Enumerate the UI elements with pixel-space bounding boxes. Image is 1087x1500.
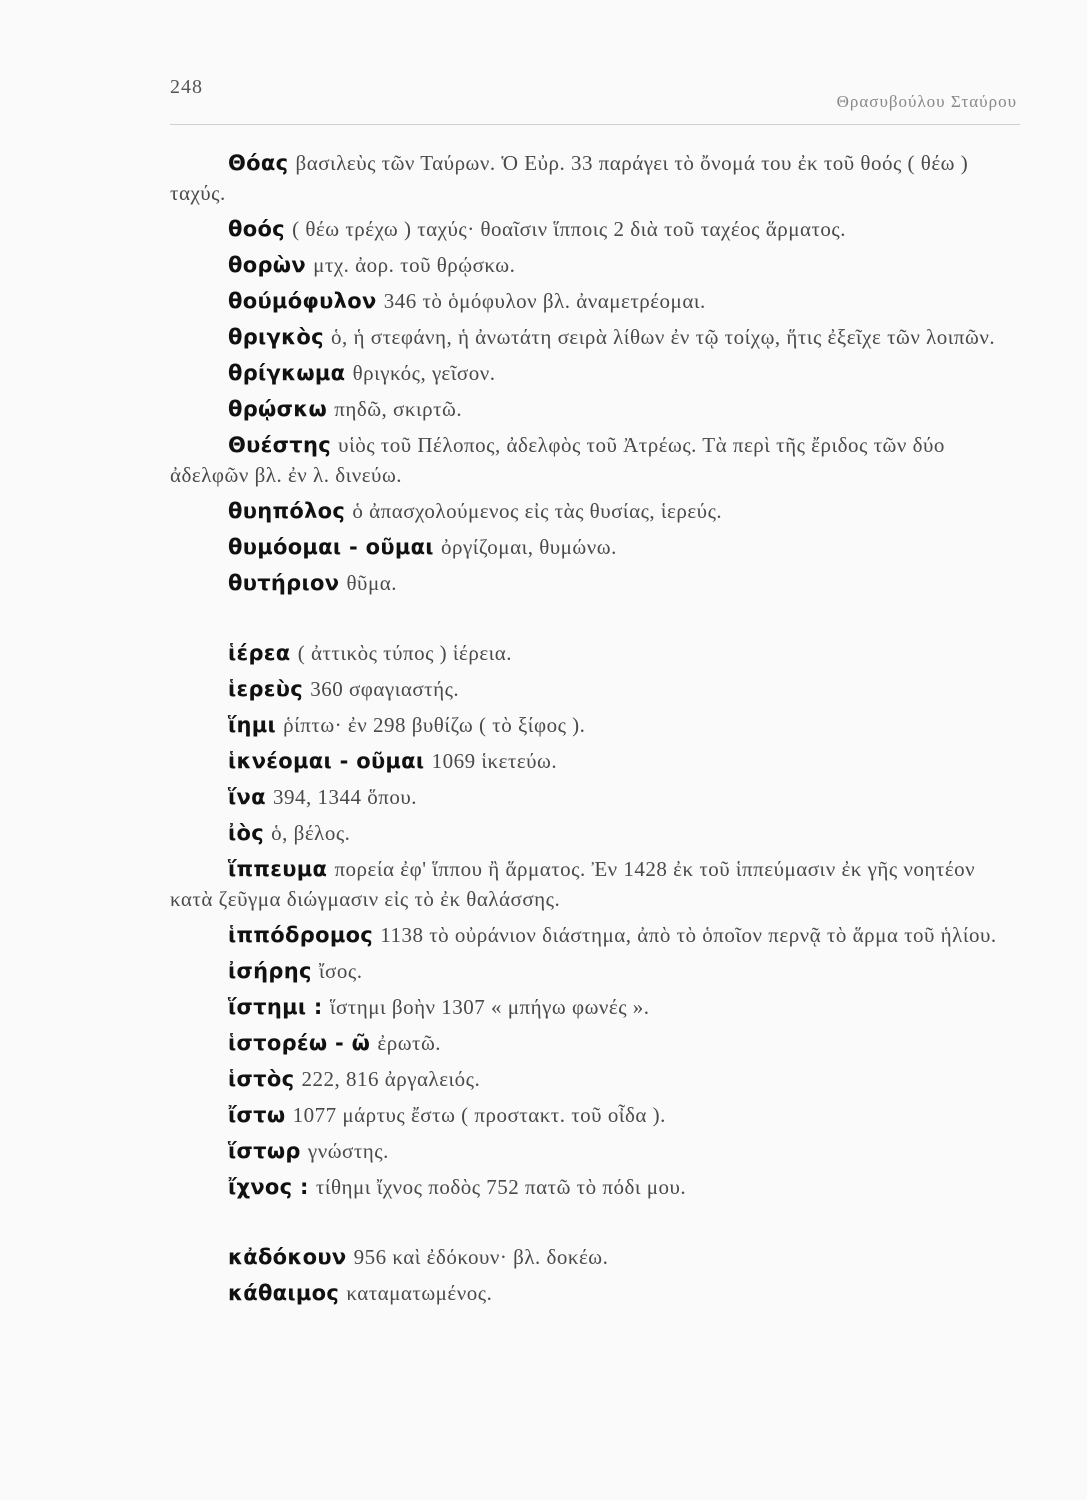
glossary-entry: [170, 250, 1005, 280]
glossary-entries: [170, 148, 1005, 1314]
glossary-entry: [170, 1136, 1005, 1166]
entry-definition: καταματωμένος.: [346, 1281, 493, 1305]
entry-definition: 394, 1344 ὅπου.: [273, 785, 418, 809]
glossary-entry: [170, 532, 1005, 562]
entry-lemma: θυτήριον: [228, 571, 340, 595]
entry-definition: 1069 ἱκετεύω.: [431, 749, 558, 773]
glossary-entry: [170, 920, 1005, 950]
glossary-entry: [170, 1100, 1005, 1130]
entry-lemma: θυηπόλος: [228, 499, 346, 523]
entry-lemma: ἰὸς: [228, 821, 264, 845]
entry-definition: ἵστημι βοὴν 1307 « μπήγω φωνές ».: [329, 995, 650, 1019]
glossary-entry: [170, 1064, 1005, 1094]
glossary-entry: [170, 854, 1005, 914]
entry-lemma: Θυέστης: [228, 433, 331, 457]
section-gap: [170, 1208, 1005, 1242]
entry-lemma: θρίγκωμα: [228, 361, 346, 385]
entry-lemma: Θόας: [228, 151, 289, 175]
glossary-entry: [170, 782, 1005, 812]
entry-lemma: ἰσήρης: [228, 959, 312, 983]
entry-lemma: ἵστωρ: [228, 1139, 301, 1163]
entry-lemma: ἱστὸς: [228, 1067, 295, 1091]
entry-definition: ὁ, ἡ στεφάνη, ἡ ἀνωτάτη σειρὰ λίθων ἐν τῷ τοίχῳ, ἥτις ἐξεῖχε τῶν λοιπῶν.: [331, 325, 996, 349]
entry-lemma: ἱστορέω - ῶ: [228, 1031, 371, 1055]
glossary-entry: [170, 992, 1005, 1022]
entry-lemma: θορὼν: [228, 253, 306, 277]
entry-lemma: ἱκνέομαι - οῦμαι: [228, 749, 425, 773]
running-head: Θρασυβούλου Σταύρου: [836, 92, 1017, 111]
entry-lemma: θρῴσκω: [228, 397, 328, 421]
entry-lemma: ἴχνος :: [228, 1175, 309, 1199]
page-number: 248: [170, 76, 203, 98]
entry-definition: 1138 τὸ οὐράνιον διάστημα, ἀπὸ τὸ ὁποῖον περνᾷ τὸ ἅρμα τοῦ ἡλίου.: [380, 923, 997, 947]
entry-definition: 222, 816 ἀργαλειός.: [301, 1067, 481, 1091]
entry-lemma: ἵστημι :: [228, 995, 323, 1019]
entry-definition: πηδῶ, σκιρτῶ.: [334, 397, 463, 421]
entry-lemma: ἵημι: [228, 713, 276, 737]
glossary-entry: [170, 956, 1005, 986]
entry-definition: 956 καὶ ἐδόκουν· βλ. δοκέω.: [353, 1245, 609, 1269]
entry-definition: ὀργίζομαι, θυμώνω.: [440, 535, 617, 559]
entry-definition: ῥίπτω· ἐν 298 βυθίζω ( τὸ ξίφος ).: [283, 713, 586, 737]
glossary-entry: [170, 394, 1005, 424]
entry-lemma: ἵνα: [228, 785, 266, 809]
glossary-entry: [170, 214, 1005, 244]
entry-lemma: θοός: [228, 217, 285, 241]
glossary-entry: [170, 710, 1005, 740]
glossary-entry: [170, 1242, 1005, 1272]
entry-lemma: θυμόομαι - οῦμαι: [228, 535, 434, 559]
entry-definition: τίθημι ἴχνος ποδὸς 752 πατῶ τὸ πόδι μου.: [315, 1175, 687, 1199]
header-rule: [170, 124, 1020, 125]
entry-definition: ( ἀττικὸς τύπος ) ἱέρεια.: [297, 641, 513, 665]
section-gap: [170, 604, 1005, 638]
entry-definition: 360 σφαγιαστής.: [310, 677, 460, 701]
entry-definition: πορεία ἐφ' ἵππου ἢ ἅρματος. Ἐν 1428 ἐκ τοῦ ἱππεύμασιν ἐκ γῆς νοητέον κατὰ ζεῦγμα διώγμασιν εἰς τὸ ἐκ θαλάσσης.: [170, 857, 976, 911]
entry-lemma: ἱερεὺς: [228, 677, 304, 701]
entry-definition: ἐρωτῶ.: [377, 1031, 442, 1055]
glossary-entry: [170, 1278, 1005, 1308]
glossary-entry: [170, 496, 1005, 526]
entry-definition: ὁ, βέλος.: [271, 821, 351, 845]
entry-lemma: ἱππόδρομος: [228, 923, 374, 947]
glossary-entry: [170, 322, 1005, 352]
glossary-entry: [170, 638, 1005, 668]
entry-definition: βασιλεὺς τῶν Ταύρων. Ὁ Εὐρ. 33 παράγει τὸ ὄνομά του ἐκ τοῦ θοός ( θέω ) ταχύς.: [170, 151, 969, 205]
entry-lemma: ἱέρεα: [228, 641, 291, 665]
entry-definition: ὁ ἀπασχολούμενος εἰς τὰς θυσίας, ἱερεύς.: [352, 499, 723, 523]
entry-lemma: κάθαιμος: [228, 1281, 340, 1305]
entry-definition: 346 τὸ ὁμόφυλον βλ. ἀναμετρέομαι.: [383, 289, 706, 313]
entry-definition: γνώστης.: [307, 1139, 389, 1163]
glossary-entry: [170, 286, 1005, 316]
entry-definition: μτχ. ἀορ. τοῦ θρῴσκω.: [313, 253, 516, 277]
entry-lemma: ἵππευμα: [228, 857, 328, 881]
glossary-entry: [170, 358, 1005, 388]
glossary-entry: [170, 148, 1005, 208]
entry-lemma: ἴστω: [228, 1103, 286, 1127]
entry-definition: ( θέω τρέχω ) ταχύς· θοαῖσιν ἵπποις 2 διὰ τοῦ ταχέος ἅρματος.: [292, 217, 846, 241]
glossary-entry: [170, 1028, 1005, 1058]
entry-lemma: θριγκὸς: [228, 325, 324, 349]
glossary-entry: [170, 818, 1005, 848]
glossary-entry: [170, 746, 1005, 776]
entry-definition: θριγκός, γεῖσον.: [352, 361, 496, 385]
entry-lemma: κἀδόκουν: [228, 1245, 347, 1269]
glossary-entry: [170, 674, 1005, 704]
glossary-entry: [170, 430, 1005, 490]
glossary-entry: [170, 1172, 1005, 1202]
entry-definition: ἴσος.: [318, 959, 363, 983]
entry-lemma: θούμόφυλον: [228, 289, 377, 313]
entry-definition: θῦμα.: [346, 571, 397, 595]
entry-definition: υἱὸς τοῦ Πέλοπος, ἀδελφὸς τοῦ Ἀτρέως. Τὰ περὶ τῆς ἔριδος τῶν δύο ἀδελφῶν βλ. ἐν λ. δινεύω.: [170, 433, 945, 487]
glossary-entry: [170, 568, 1005, 598]
entry-definition: 1077 μάρτυς ἔστω ( προστακτ. τοῦ οἶδα ).: [292, 1103, 666, 1127]
